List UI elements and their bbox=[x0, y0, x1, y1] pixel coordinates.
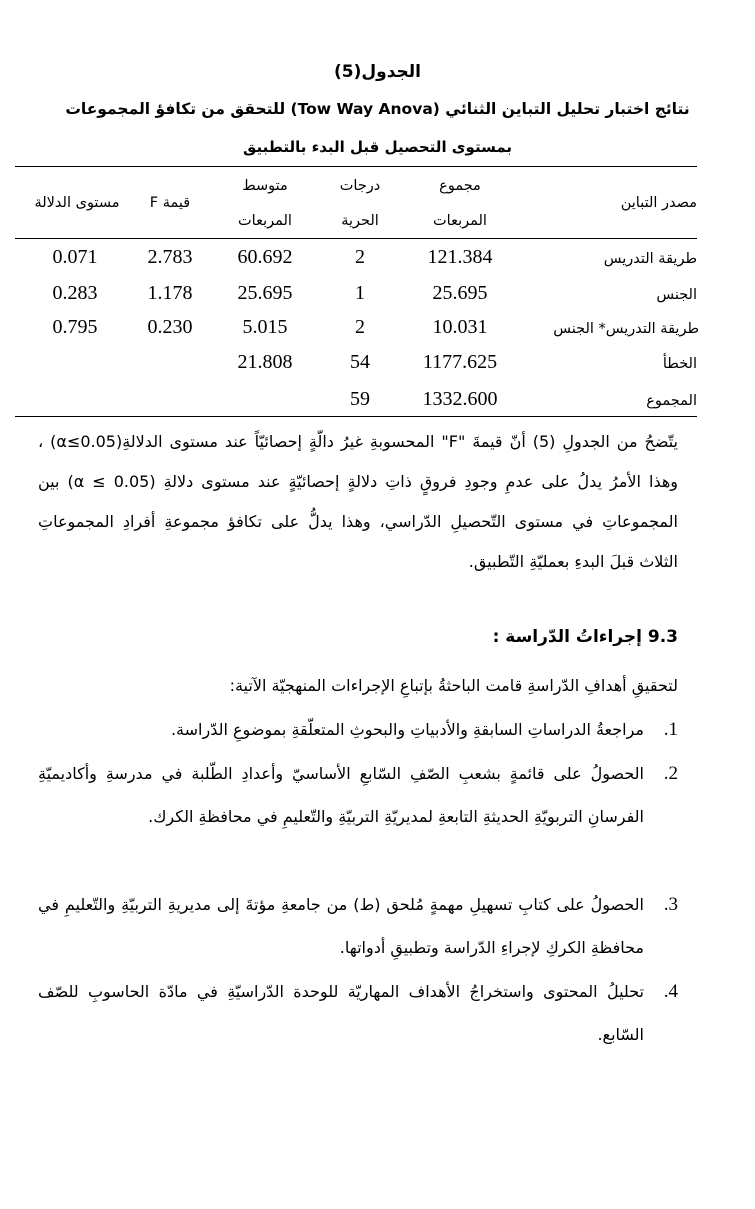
row-2-df: 1 bbox=[355, 282, 365, 304]
row-1-sig: 0.071 bbox=[52, 246, 98, 268]
header-df-2: الحرية bbox=[341, 213, 379, 229]
row-2-source: الجنس bbox=[656, 287, 697, 303]
procedure-item bbox=[38, 752, 678, 838]
row-5-source: المجموع bbox=[646, 393, 697, 409]
row-3-ss: 10.031 bbox=[432, 316, 488, 338]
procedure-item-number: 2. bbox=[663, 763, 678, 784]
header-sum-squares-1: مجموع bbox=[439, 178, 481, 194]
row-4-source: الخطأ bbox=[662, 356, 697, 372]
row-3-f: 0.230 bbox=[147, 316, 193, 338]
header-df-1: درجات bbox=[339, 178, 381, 194]
header-mean-squares-1: متوسط bbox=[242, 178, 288, 194]
procedure-item bbox=[38, 883, 678, 969]
row-2-ms: 25.695 bbox=[237, 282, 293, 304]
results-paragraph: يتّضحُ من الجدولِ (5) أنّ قيمةَ "F" المحسوبةِ غيرُ دالّةٍ إحصائيّاً عند مستوى الدلالةِ(α≤0.05) ، وهذا الأمرُ يدلُ على عدمِ وجودِ فروقٍ ذاتِ دلالةٍ إحصائيّةٍ عند مستوى دلالةِ (α ≤ 0.05) بين المجموعاتِ في مستوى التّحصيلِ الدّراسي، وهذا يدلُّ على تكافؤ مجموعةِ أفرادِ المجموعاتِ الثلاث قبلَ البدءِ بعمليّةِ التّطبيق. bbox=[38, 432, 679, 571]
row-5-ss: 1332.600 bbox=[422, 388, 498, 410]
row-1-df: 2 bbox=[355, 246, 365, 268]
procedure-item-number: 4. bbox=[663, 981, 678, 1002]
row-1-source: طريقة التدريس bbox=[603, 251, 697, 267]
header-significance: مستوى الدلالة bbox=[34, 195, 120, 211]
row-2-sig: 0.283 bbox=[52, 282, 98, 304]
row-3-sig: 0.795 bbox=[52, 316, 98, 338]
table-caption-subtitle: بمستوى التحصيل قبل البدء بالتطبيق bbox=[242, 138, 513, 156]
row-4-ss: 1177.625 bbox=[422, 351, 498, 373]
row-3-df: 2 bbox=[355, 316, 365, 338]
row-1-ms: 60.692 bbox=[237, 246, 293, 268]
row-4-df: 54 bbox=[350, 351, 370, 373]
row-5-df: 59 bbox=[350, 388, 370, 410]
section-heading: 9.3 إجراءاتُ الدّراسة : bbox=[492, 627, 678, 647]
table-caption-label: الجدول(5) bbox=[334, 62, 421, 82]
row-3-ms: 5.015 bbox=[242, 316, 288, 338]
header-source: مصدر التباين bbox=[620, 195, 697, 211]
row-1-ss: 121.384 bbox=[427, 246, 493, 268]
table-caption-title: نتائج اختبار تحليل التباين الثنائي (Tow Way Anova) للتحقق من تكافؤ المجموعات bbox=[65, 100, 690, 118]
header-sum-squares-2: المربعات bbox=[433, 213, 487, 229]
row-1-f: 2.783 bbox=[147, 246, 193, 268]
row-2-ss: 25.695 bbox=[432, 282, 488, 304]
row-2-f: 1.178 bbox=[147, 282, 193, 304]
procedure-item bbox=[38, 708, 678, 751]
header-mean-squares-2: المربعات bbox=[238, 213, 292, 229]
procedure-item-text: مراجعةُ الدراساتِ السابقةِ والأدبياتِ والبحوثِ المتعلّقةِ بموضوعِ الدّراسة. bbox=[170, 720, 644, 739]
row-3-source: طريقة التدريس* الجنس bbox=[553, 321, 699, 337]
table-header-rule bbox=[15, 238, 697, 239]
procedure-item-text: تحليلُ المحتوى واستخراجُ الأهداف المهاريّة للوحدة الدّراسيّةِ في مادّة الحاسوبِ للصّف السّابع. bbox=[38, 982, 644, 1044]
procedure-item-text: الحصولُ على كتابِ تسهيلِ مهمةٍ مُلحق (ط) من جامعةِ مؤتةَ إلى مديريةِ التربيّةِ والتّعليمِ في محافظةِ الكركِ لإجراءِ الدّراسة وتطبيقِ أدواتها. bbox=[38, 895, 644, 957]
procedure-item-text: الحصولُ على قائمةٍ بشعبِ الصّفِ السّابعِ الأساسيّ وأعدادِ الطّلبة في مدرسةِ وأكاديميّةِ الفرسانِ التربويّةِ الحديثةِ التابعةِ لمديريّةِ التربيّةِ والتّعليمِ في محافظةِ الكرك. bbox=[38, 764, 644, 826]
procedure-item-number: 1. bbox=[663, 719, 678, 740]
procedure-item-number: 3. bbox=[663, 894, 678, 915]
table-top-rule bbox=[15, 166, 697, 167]
procedure-item bbox=[38, 970, 678, 1056]
table-bottom-rule bbox=[15, 416, 697, 417]
row-4-ms: 21.808 bbox=[237, 351, 293, 373]
header-f-value: قيمة F bbox=[149, 195, 191, 211]
section-intro: لتحقيقِ أهدافِ الدّراسةِ قامت الباحثةُ بإتباعِ الإجراءات المنهجيّة الآتية: bbox=[229, 676, 678, 695]
